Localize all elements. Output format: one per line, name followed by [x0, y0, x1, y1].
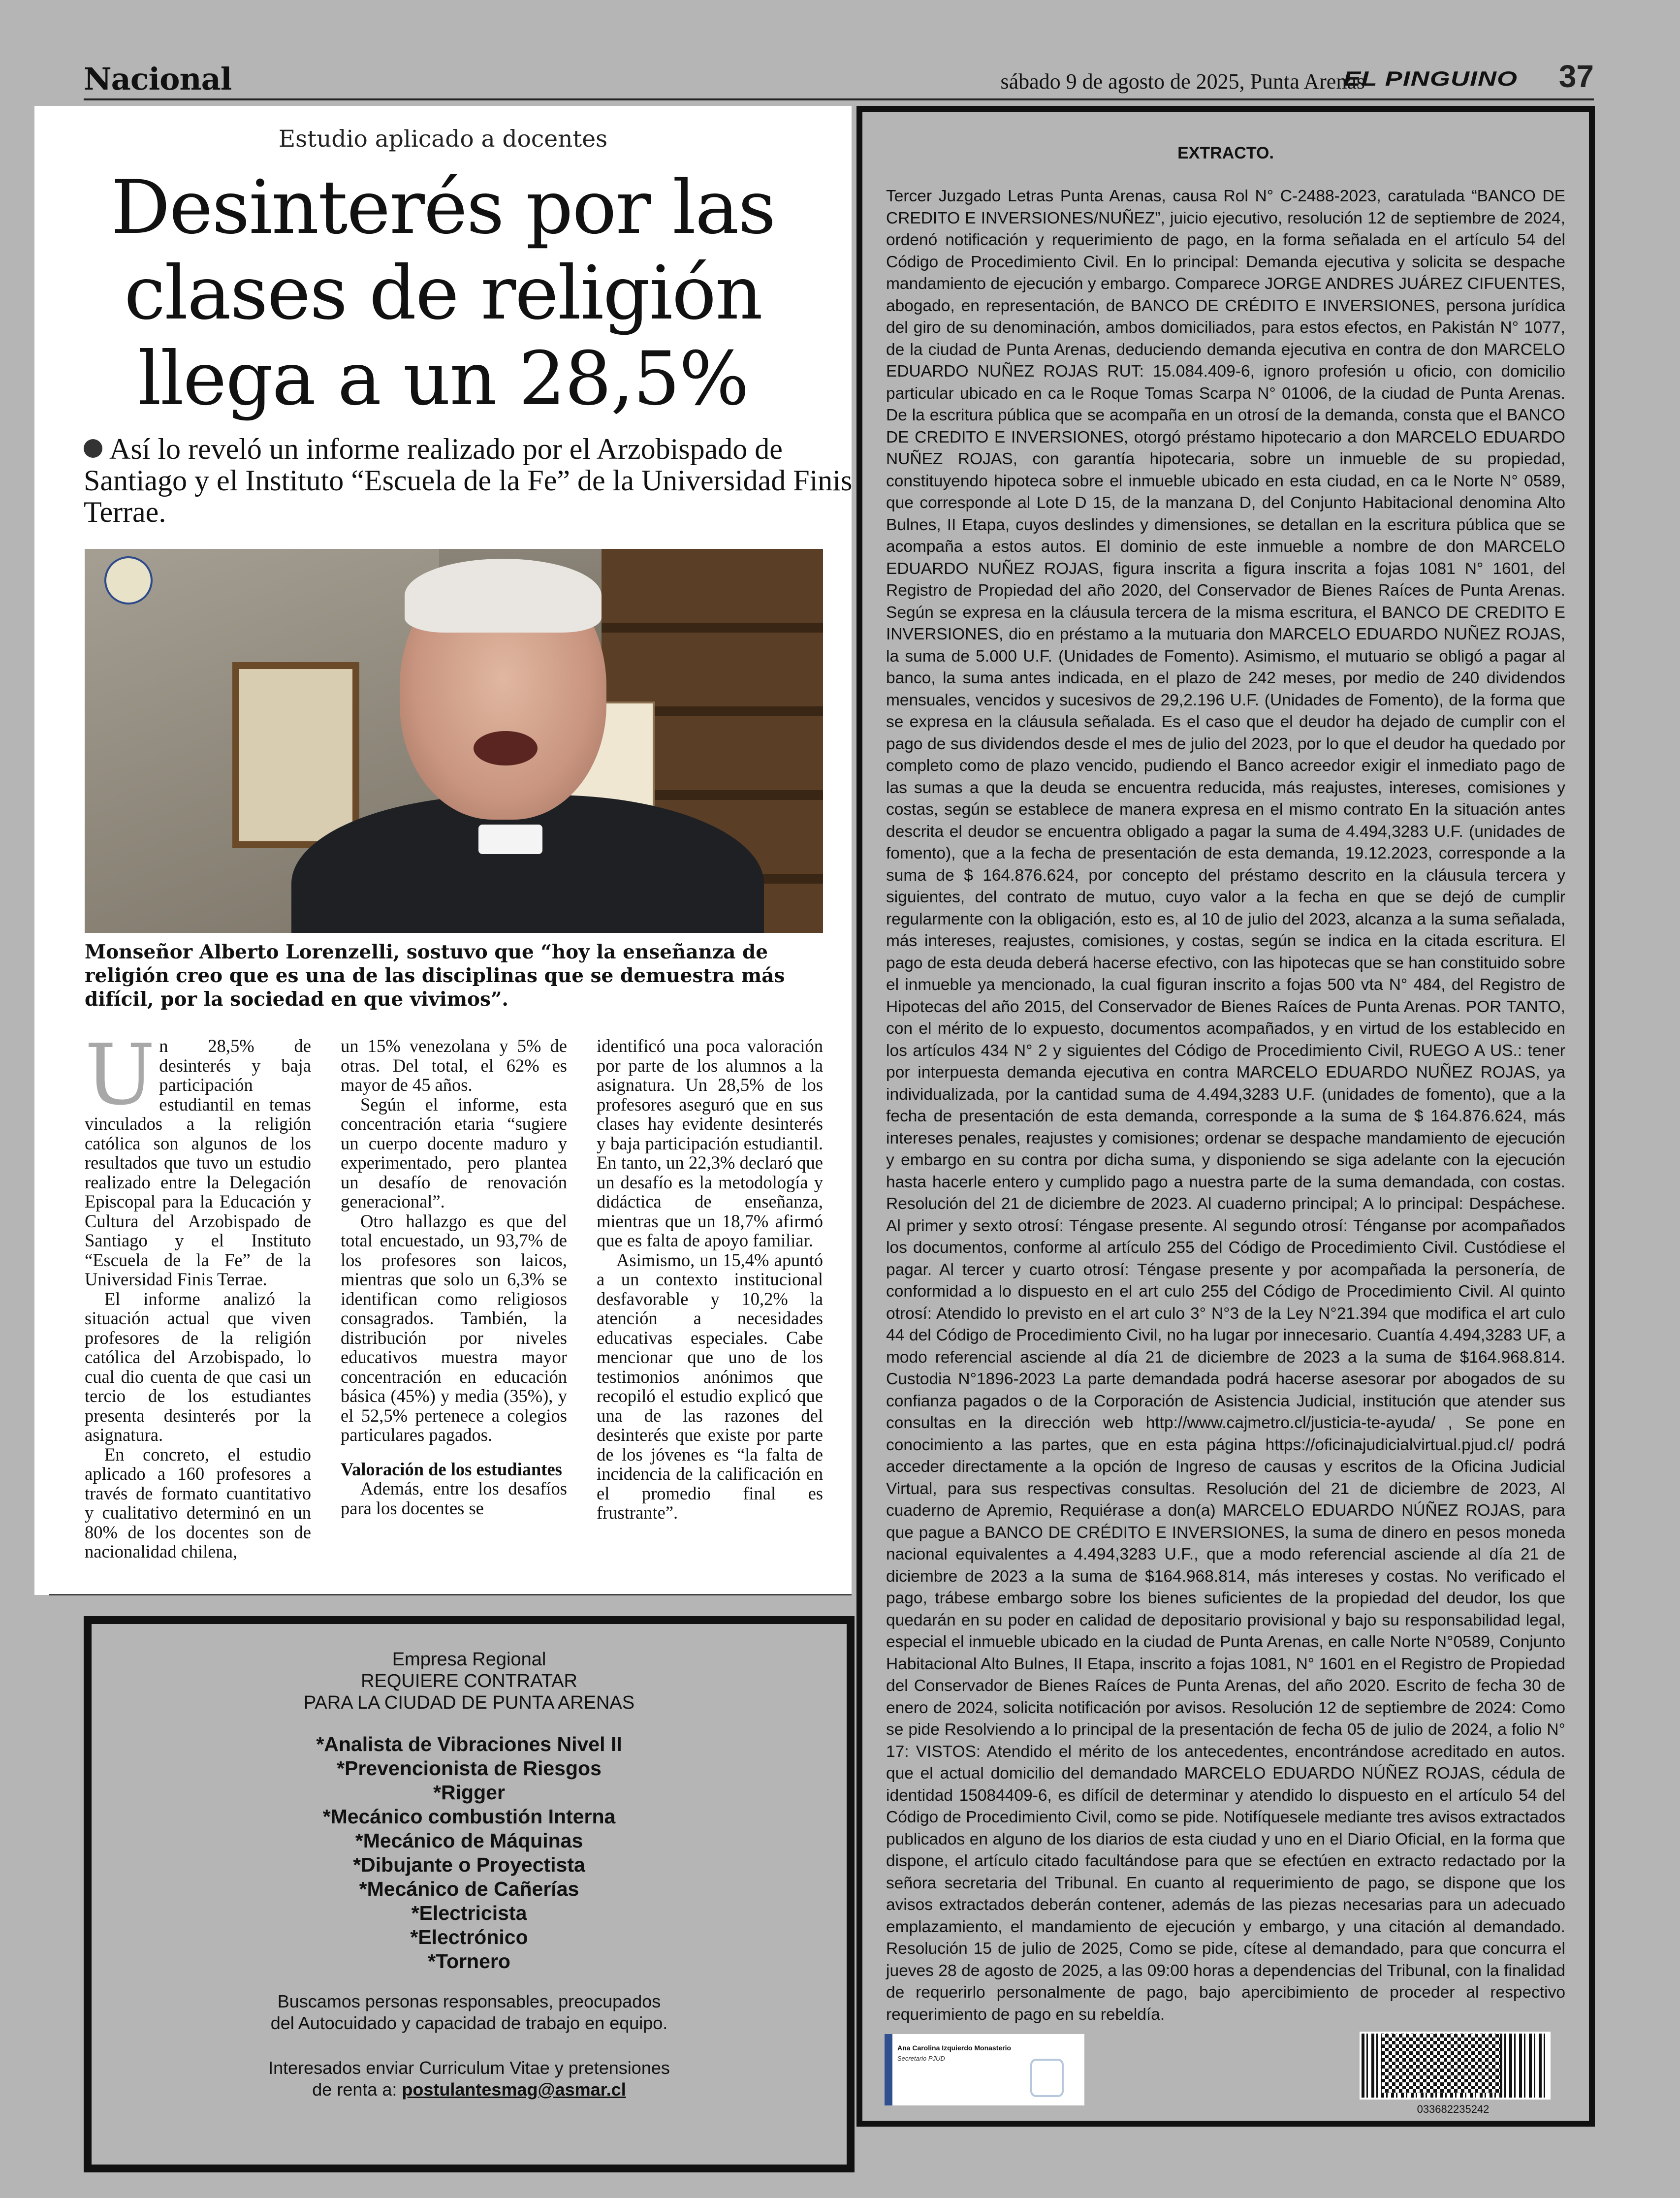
ad-position: *Prevencionista de Riesgos: [337, 1757, 602, 1780]
ad-position: *Dibujante o Proyectista: [353, 1853, 585, 1876]
article-paragraph: En concreto, el estudio aplicado a 160 profesores a través de formato cuantitativo y cualitativo determinó en un 80% de los docentes son de nacionalidad chilena,: [85, 1444, 311, 1561]
ad-description: [92, 1991, 847, 2034]
newspaper-logo: EL PINGUINO: [1343, 67, 1518, 90]
lock-icon: [1030, 2059, 1064, 2097]
ad-positions-list: [92, 1732, 847, 1974]
ad-company-block: [92, 1649, 847, 1714]
drop-cap: U: [85, 1026, 156, 1124]
article-paragraph: El informe analizó la situación actual que viven profesores de la religión católica del Arzobispado, lo cual dio cuenta de que casi un tercio de los estudiantes presenta desinterés por la asignatura.: [85, 1288, 311, 1445]
coat-of-arms-icon: [104, 556, 153, 605]
section-title: Nacional: [84, 61, 232, 97]
legal-notice-title: EXTRACTO.: [1177, 144, 1274, 162]
qr-code-icon: [1382, 2034, 1500, 2093]
article-photo: [85, 549, 823, 933]
ad-company-line: Empresa Regional: [392, 1649, 546, 1670]
article-divider: [49, 1594, 852, 1595]
ad-position: *Analista de Vibraciones Nivel II: [316, 1733, 622, 1755]
ad-position: *Mecánico de Cañerías: [359, 1878, 579, 1900]
article-paragraph: identificó una poca valoración por parte de los alumnos a la asignatura. Un 28,5% de los profesores aseguró que en sus clases hay evidente desinterés y baja participación estudiantil. En tanto, un 22,3% declaró que un desafío es la metodología y didáctica de enseñanza, mientras que un 18,7% afirmó que es falta de apoyo familiar.: [597, 1036, 823, 1250]
framed-picture: [232, 662, 359, 848]
page-number: 37: [1558, 59, 1594, 94]
article-headline: Desinterés por las clases de religión llega a un 28,5%: [111, 165, 775, 422]
bullet-icon: [84, 439, 102, 458]
article-kicker: Estudio aplicado a docentes: [278, 126, 608, 153]
ad-email-link[interactable]: postulantesmag@asmar.cl: [402, 2079, 626, 2100]
clerical-collar: [478, 825, 542, 854]
article-column-2: [341, 1036, 567, 1518]
article-paragraph: Otro hallazgo es que del total encuestado, un 93,7% de los profesores son laicos, mientras que solo un 6,3% se identifican como religiosos consagrados. También, la distribución por niveles educativos muestra mayor concentración en educación básica (45%) y media (35%), y el 52,5% pertenece a colegios particulares pagados.: [341, 1210, 567, 1445]
article-paragraph: n 28,5% de desinterés y baja participación estudiantil en temas vinculados a la religión católica son algunos de los resultados que tuvo un estudio realizado entre la Delegación Episcopal para la Educación y Cultura del Arzobispado de Santiago y el Instituto “Escuela de la Fe” de la Universidad Finis Terrae.: [85, 1036, 311, 1289]
ad-position: *Electrónico: [410, 1926, 528, 1948]
ad-position: *Mecánico combustión Interna: [322, 1805, 616, 1828]
ad-description-line: del Autocuidado y capacidad de trabajo en equipo.: [270, 2013, 668, 2033]
legal-notice: [856, 106, 1595, 2127]
ad-company-line: REQUIERE CONTRATAR: [361, 1671, 577, 1691]
job-advertisement: [84, 1616, 855, 2172]
ad-contact-line: Interesados enviar Curriculum Vitae y pretensiones: [268, 2058, 670, 2078]
ad-position: *Tornero: [428, 1950, 510, 1973]
article-column-3: [597, 1036, 823, 1523]
dateline: sábado 9 de agosto de 2025, Punta Arenas: [1000, 69, 1365, 94]
ad-contact: [92, 2057, 847, 2101]
ad-position: *Electricista: [411, 1902, 527, 1924]
article-paragraph: Según el informe, esta concentración etaria “sugiere un cuerpo docente maduro y experimentado, pero plantea un desafío de renovación generacional”.: [341, 1094, 567, 1211]
subhead-text: Así lo reveló un informe realizado por el Arzobispado de Santiago y el Instituto “Escuela de la Fe” de la Universidad Finis Terrae.: [84, 433, 853, 528]
article-column-1: [85, 1026, 311, 1561]
article-paragraph: Asimismo, un 15,4% apuntó a un contexto institucional desfavorable y 10,2% la atención a necesidades educativas especiales. Cabe mencionar que uno de los testimonios anónimos que recopiló el estudio explicó que una de las razones del desinterés que existe por parte de los jóvenes es “la falta de incidencia de la calificación en el promedio final es frustrante”.: [597, 1249, 823, 1523]
header-rule: [84, 98, 1594, 100]
electronic-signature-stamp: [885, 2034, 1084, 2105]
article-paragraph: un 15% venezolana y 5% de otras. Del total, el 62% es mayor de 45 años.: [341, 1036, 567, 1095]
verification-code: 033682235242: [1417, 2103, 1490, 2115]
ad-contact-prefix: de renta a:: [312, 2079, 402, 2100]
article-subhead: [84, 433, 861, 528]
legal-notice-body: Tercer Juzgado Letras Punta Arenas, causa Rol N° C-2488-2023, caratulada “BANCO DE CREDITO E INVERSIONES/NUÑEZ”, juicio ejecutivo, resolución 12 de septiembre de 2024, ordenó notificación y requerimiento de pago, en la forma señalada en el artículo 54 del Código de Procedimiento Civil. En lo principal: Demanda ejecutiva y solicita se despache mandamiento de ejecución y embargo. Comparece JORGE ANDRES JUÁREZ CIFUENTES, abogado, en representación, de BANCO DE CRÉDITO E INVERSIONES, persona jurídica del giro de su denominación, ambos domiciliados, para estos efectos, en Pakistán N° 1077, de la ciudad de Punta Arenas, deduciendo demanda ejecutiva en contra de don MARCELO EDUARDO NUÑEZ ROJAS RUT: 15.084.409-6, ignoro profesión u oficio, con domicilio particular ubicado en ca le Roque Tomas Scarpa N° 01006, de la ciudad de Punta Arenas. De la escritura pública que se acompaña en un otrosí de la demanda, consta que el BANCO DE CREDITO E INVERSIONES, otorgó préstamo hipotecario a don MARCELO EDUARDO NUÑEZ ROJAS, con garantía hipotecaria, sobre un inmueble de su propiedad, constituyendo hipoteca sobre el inmueble ubicado en esta ciudad, en ca le Norte N° 0589, que corresponde al Lote D 15, de la manzana D, del Conjunto Habitacional denomina Alto Bulnes, II Etapa, cuyos deslindes y dimensiones, se detallan en la escritura pública que se acompaña a estos autos. El dominio de este inmueble a nombre de don MARCELO EDUARDO NUÑEZ ROJAS, figura inscrita a figura inscrita a fojas 1081 N° 1601, del Registro de Propiedad del año 2020, del Conservador de Bienes Raíces de Punta Arenas. Según se expresa en la cláusula tercera de la misma escritura, el BANCO DE CREDITO E INVERSIONES, dio en préstamo a la mutuaria don MARCELO EDUARDO NUÑEZ ROJAS, la suma de 5.000 U.F. (Unidades de Fomento). Asimismo, el mutuario se obligó a pagar al banco, la suma antes indicada, en el plazo de 242 meses, por medio de 240 dividendos mensuales, vencidos y sucesivos de 29,2.196 U.F. (Unidades de Fomento), de la forma que se expresa en la cláusula señalada. Es el caso que el deudor ha dejado de cumplir con el pago de sus dividendos desde el mes de julio del 2023, por lo que el deudor ha quedado por completo como de plazo vencido, pudiendo el Banco acreedor exigir el inmediato pago de las sumas a que la deuda se encuentra reducida, más reajustes, intereses, comisiones y costas, según se establece de manera expresa en el mismo contrato En la situación antes descrita el deudor se encuentra obligado a pagar la suma de 4.494,3283 U.F. (unidades de fomento), que a la fecha de presentación de esta demanda, 19.12.2023, corresponde a la suma de $ 164.876.624, por concepto del préstamo descrito en la cláusula tercera y siguientes, del contrato de mutuo, cuyo valor a la fecha en que se dejó de cumplir regularmente con la obligación, esto es, al 10 de julio del 2023, alcanza a la suma señalada, más intereses, reajustes, comisiones, y costas, según se indica en la citada escritura. El pago de esta deuda deberá hacerse efectivo, con las hipotecas que se han constituido sobre el inmueble ya mencionado, la cual figuran inscrito a fojas 500 vta N° 484, del Registro de Hipotecas del año 2015, del Conservador de Bienes Raíces de Punta Arenas. POR TANTO, con el mérito de lo expuesto, documentos acompañados, y en virtud de los establecido en los artículos 434 N° 2 y siguientes del Código de Procedimiento Civil, RUEGO A US.: tener por interpuesta demanda ejecutiva en contra MARCELO EDUARDO NUÑEZ ROJAS, ya individualizada, por la cantidad suma de 4.494,3283 U.F. (unidades de fomento), que a la fecha de presentación de esta demanda, corresponde a la suma de $ 164.876.624, más intereses penales, reajustes y comisiones; ordenar se despache mandamiento de ejecución y embargo en su contra por dicha suma, y disponiendo se siga adelante con la ejecución hasta hacerle entero y cumplido pago a nuestra parte de la suma demandada, con costas. Resolución del 21 de diciembre de 2023. Al cuaderno principal; A lo principal: Despáchese. Al primer y sexto otrosí: Téngase presente. Al segundo otrosí: Ténganse por acompañados los documentos, conforme al artículo 255 del Código de Procedimiento Civil. Custódiese el pagar. Al tercer y cuarto otrosí: Téngase presente y por acompañada la personería, de conformidad a lo dispuesto en el art culo 255 del Código de Procedimiento Civil. Al quinto otrosí: Atendido lo previsto en el art culo 3° N°3 de la Ley N°21.394 que modifica el art culo 44 del Código de Procedimiento Civil, no ha lugar por innecesario. Cuantía 4.494,3283 UF, a modo referencial asciende al día 21 de diciembre de 2023 a la suma de $164.968.814. Custodia N°1896-2023 La parte demandada podrá hacerse asesorar por abogados de su confianza pagados o de la Corporación de Asistencia Judicial, institución que atender sus consultas en la dirección web http://www.cajmetro.cl/justicia-te-ayuda/ , Se pone en conocimiento a las partes, que en esta página https://oficinajudicialvirtual.pjud.cl/ podrá acceder directamente a la opción de Ingreso de causas y escritos de la Oficina Judicial Virtual, para sus respectivas consultas. Resolución del 21 de diciembre de 2023, Al cuaderno de Apremio, Requiérase a don(a) MARCELO EDUARDO NÚÑEZ ROJAS, para que pague a BANCO DE CRÉDITO E INVERSIONES, la suma de dinero en pesos moneda nacional equivalentes a 4.494,3283 U.F., que a modo referencial asciende al día 21 de diciembre de 2023 a la suma de $164.968.814, más intereses y costas. No verificado el pago, trábese embargo sobre los bienes suficientes de la propiedad del deudor, los que quedarán en su poder en calidad de depositario provisional y bajo su responsabilidad legal, especial el inmueble ubicado en la ciudad de Punta Arenas, en calle Norte N°0589, Conjunto Habitacional Alto Bulnes, II Etapa, inscrito a fojas 1081, N° 1601 en el Registro de Propiedad del Conservador de Bienes Raíces de Punta Arenas, del año 2020. Escrito de fecha 30 de enero de 2024, solicita notificación por avisos. Resolución 12 de septiembre de 2024: Como se pide Resolviendo a lo principal de la presentación de fecha 05 de julio de 2024, a folio N° 17: VISTOS: Atendido el mérito de los antecedentes, encontrándose acreditado en autos. que el actual domicilio del demandado MARCELO EDUARDO NÚÑEZ ROJAS, cédula de identidad 15084409-6, es difícil de determinar y atendido lo dispuesto en el artículo 54 del Código de Procedimiento Civil, como se pide. Notifíquesele mediante tres avisos extractados publicados en alguno de los diarios de esta ciudad y uno en el Diario Oficial, en la forma que dispone, el artículo citado facultándose para que se efectúen en extracto redactado por la señora secretaria del Tribunal. En cuanto al requerimiento de pago, se dispone que los avisos extractados deberán contener, además de las piezas necesarias para un adecuado emplazamiento, el mandamiento de ejecución y embargo, y una citación al demandado. Resolución 15 de julio de 2025, Como se pide, cítese al demandado, para que concurra el jueves 28 de agosto de 2025, a las 09:00 horas a dependencias del Tribunal, con la finalidad de requerirlo personalmente de pago, bajo apercibimiento de proceder al respectivo requerimiento de pago en su rebeldía.: [886, 187, 1565, 2024]
ad-position: *Mecánico de Máquinas: [355, 1829, 583, 1852]
signer-name: Ana Carolina Izquierdo Monasterio: [897, 2044, 1012, 2052]
article-subheading: Valoración de los estudiantes: [341, 1459, 562, 1479]
news-article: [34, 106, 852, 1595]
ad-description-line: Buscamos personas responsables, preocupados: [277, 1991, 661, 2011]
photo-caption: Monseñor Alberto Lorenzelli, sostuvo que “hoy la enseñanza de religión creo que es una de las disciplinas que se demuestra más difícil, por la sociedad en que vivimos”.: [85, 941, 785, 1011]
ad-company-line: PARA LA CIUDAD DE PUNTA ARENAS: [303, 1692, 635, 1713]
article-paragraph: Además, entre los desafíos para los docentes se: [341, 1478, 567, 1518]
ad-position: *Rigger: [433, 1781, 505, 1804]
signer-role: Secretario PJUD: [897, 2055, 945, 2062]
